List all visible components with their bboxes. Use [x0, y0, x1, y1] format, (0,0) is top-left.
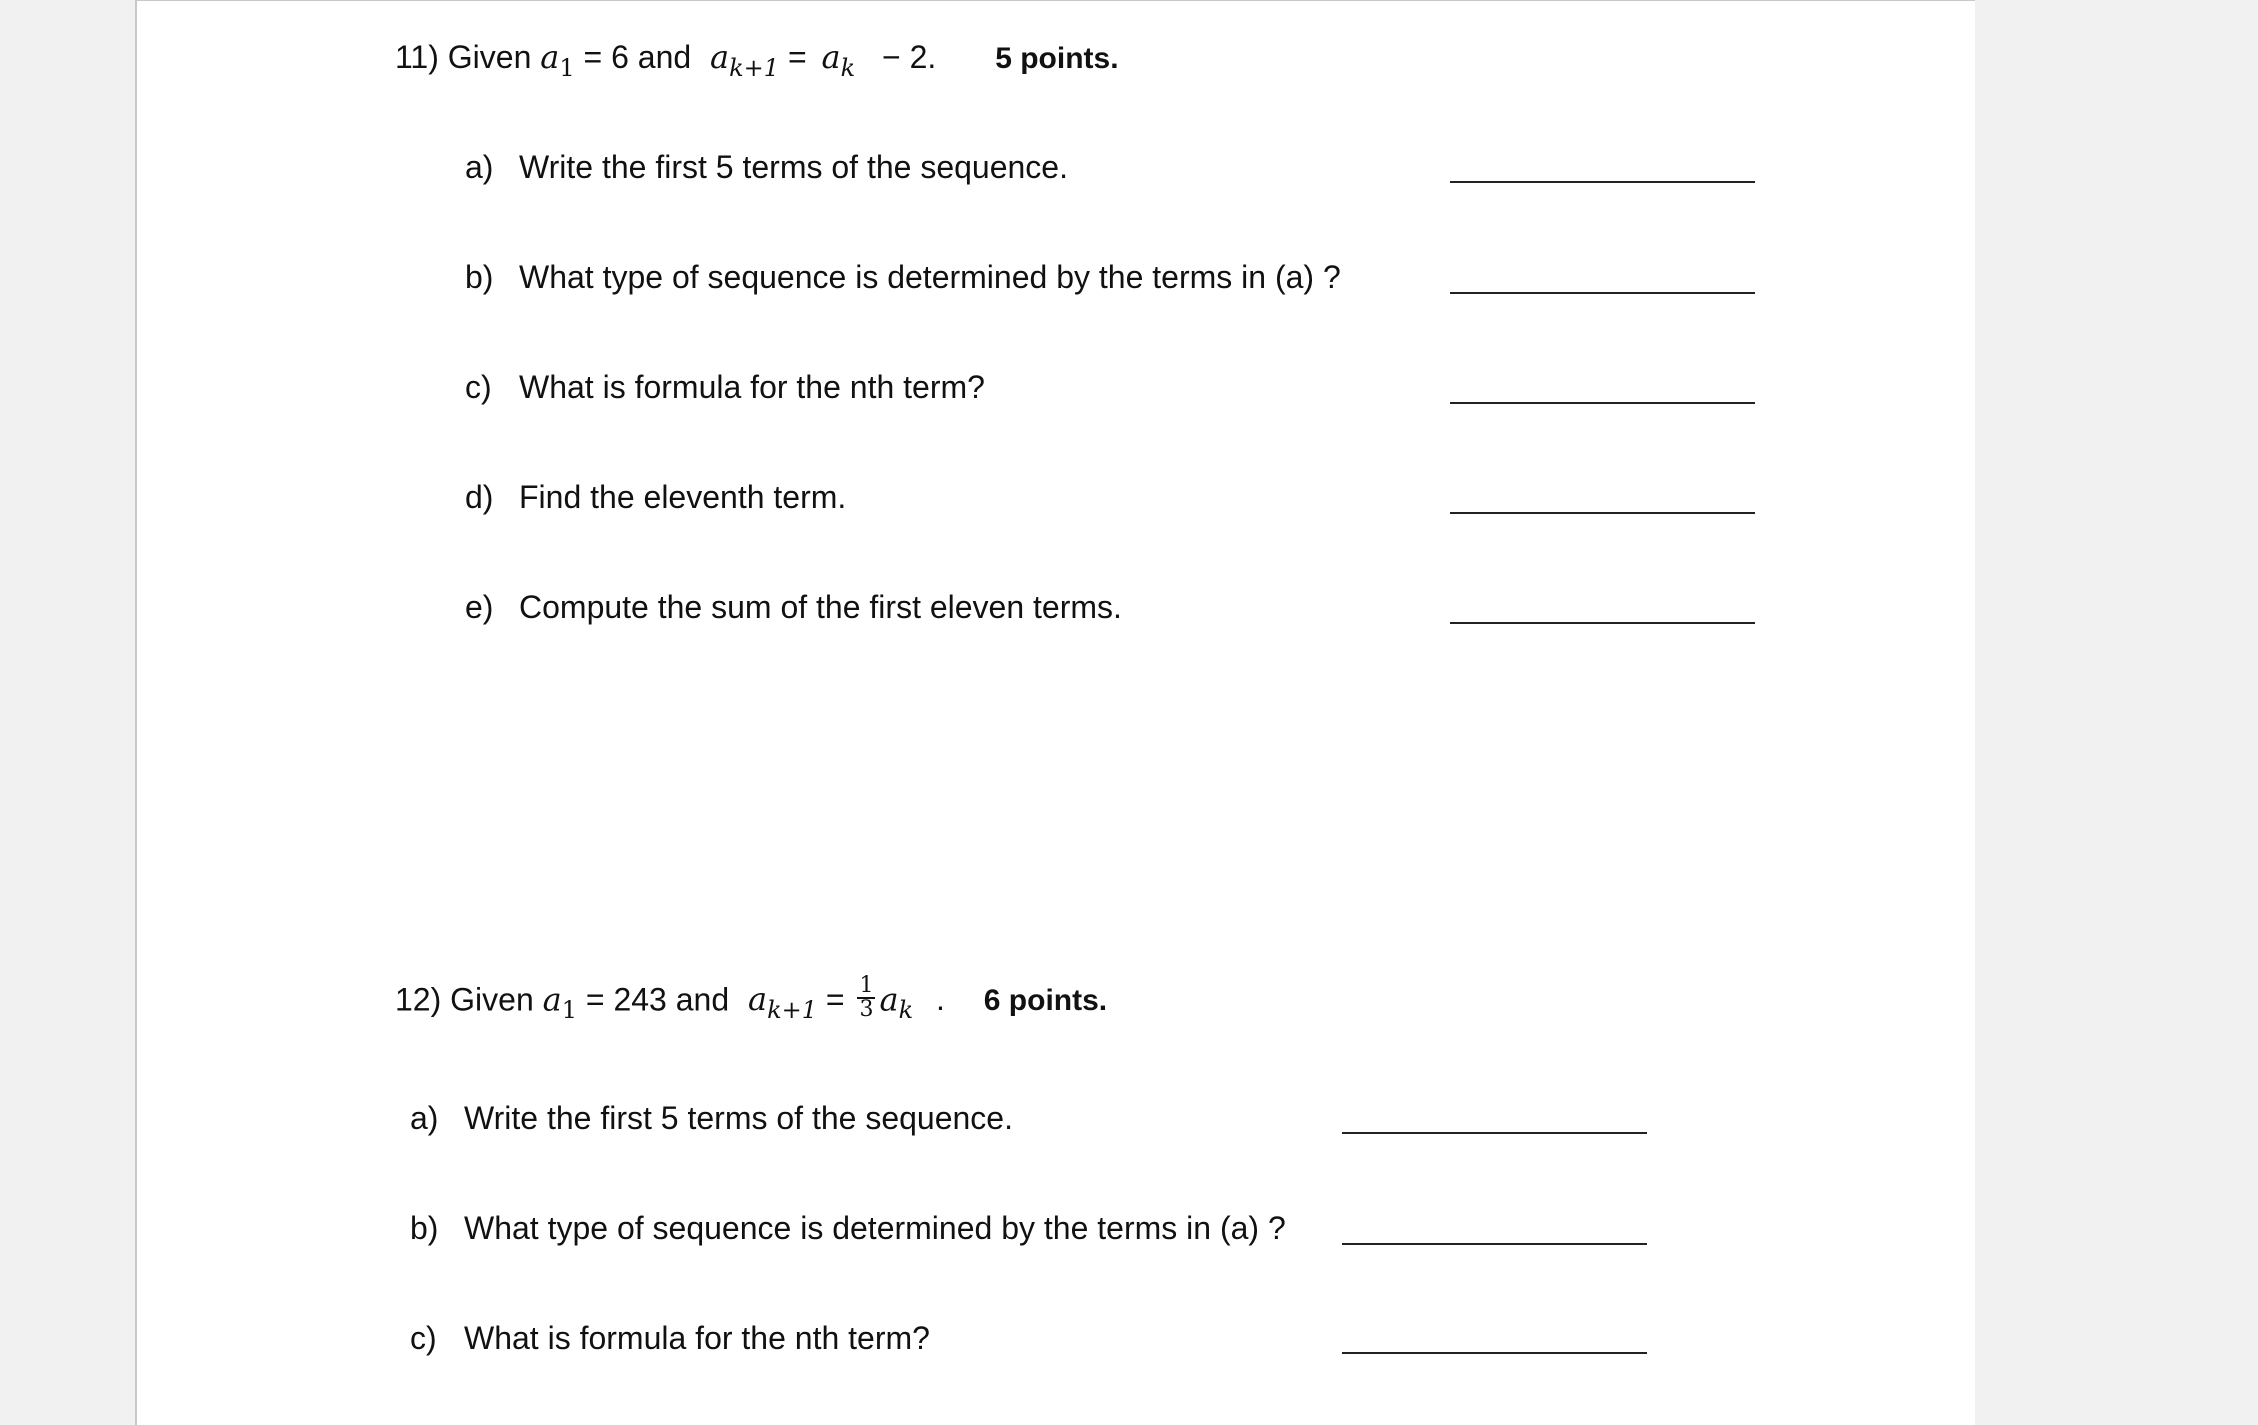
q11-a1-subscript: 1 [559, 54, 575, 82]
q11-part-d-text: Find the eleventh term. [519, 479, 847, 515]
q12-equals: = [825, 981, 845, 1018]
q11-part-a-label: a) [465, 149, 494, 185]
q12-ak1-subscript: k+1 [767, 996, 818, 1025]
q12-ak1-symbol: a [748, 980, 768, 1019]
q12-part-b-answer-line[interactable] [1342, 1243, 1647, 1245]
q12-a1-symbol: a [542, 980, 562, 1019]
q12-ak-symbol: a [879, 980, 899, 1019]
q11-ak-subscript: k [840, 54, 856, 82]
q12-fraction [857, 975, 875, 1021]
q11-part-c-answer-line[interactable] [1450, 402, 1755, 404]
q11-points: 5 points. [995, 42, 1119, 75]
q12-part-a-text: Write the first 5 terms of the sequence. [464, 1100, 1013, 1136]
q11-part-a-answer-line[interactable] [1450, 181, 1755, 183]
q11-part-e-answer-line[interactable] [1450, 622, 1755, 624]
document-page [135, 0, 1977, 1425]
q12-fraction-denominator: 3 [859, 997, 874, 1022]
q11-part-e-text: Compute the sum of the first eleven terms. [519, 589, 1122, 625]
right-gutter [1975, 0, 2160, 1425]
q12-dot: . [936, 981, 945, 1018]
q11-part-c-label: c) [465, 369, 492, 405]
q12-part-c-label: c) [410, 1320, 437, 1356]
q12-ak-subscript: k [898, 996, 914, 1025]
q11-minus-two: − 2. [882, 39, 937, 75]
q12-a1-value: = 243 and [585, 981, 730, 1018]
q12-part-c-answer-line[interactable] [1342, 1352, 1647, 1354]
q11-part-b-text: What type of sequence is determined by the terms in (a) ? [519, 259, 1341, 295]
q12-part-a-label: a) [410, 1100, 439, 1136]
q12-part-b-label: b) [410, 1210, 439, 1246]
q11-a1-value: = 6 and [583, 39, 692, 75]
q12-number: 12) [395, 981, 442, 1018]
q11-equals: = [787, 39, 807, 75]
q12-points: 6 points. [983, 984, 1108, 1018]
q12-part-b-text: What type of sequence is determined by the terms in (a) ? [464, 1210, 1286, 1246]
q11-ak1-subscript: k+1 [729, 54, 780, 82]
q11-part-a-text: Write the first 5 terms of the sequence. [519, 149, 1068, 185]
q12-fraction-numerator: 1 [859, 973, 874, 998]
q12-part-a-answer-line[interactable] [1342, 1132, 1647, 1134]
q12-given: Given [450, 981, 534, 1018]
q11-part-c-text: What is formula for the nth term? [519, 369, 985, 405]
q11-header [395, 37, 1119, 80]
q11-part-d-answer-line[interactable] [1450, 512, 1755, 514]
q12-header [395, 973, 1108, 1025]
q11-part-e-label: e) [465, 589, 494, 625]
q11-given: Given [447, 39, 532, 75]
q11-part-b-answer-line[interactable] [1450, 292, 1755, 294]
q11-ak-symbol: a [821, 38, 841, 76]
q11-part-b-label: b) [465, 259, 494, 295]
q11-number: 11) [395, 39, 439, 75]
q11-a1-symbol: a [540, 38, 560, 76]
q11-part-d-label: d) [465, 479, 494, 515]
q11-ak1-symbol: a [710, 38, 730, 76]
q12-a1-subscript: 1 [561, 996, 577, 1025]
q12-part-c-text: What is formula for the nth term? [464, 1320, 930, 1356]
